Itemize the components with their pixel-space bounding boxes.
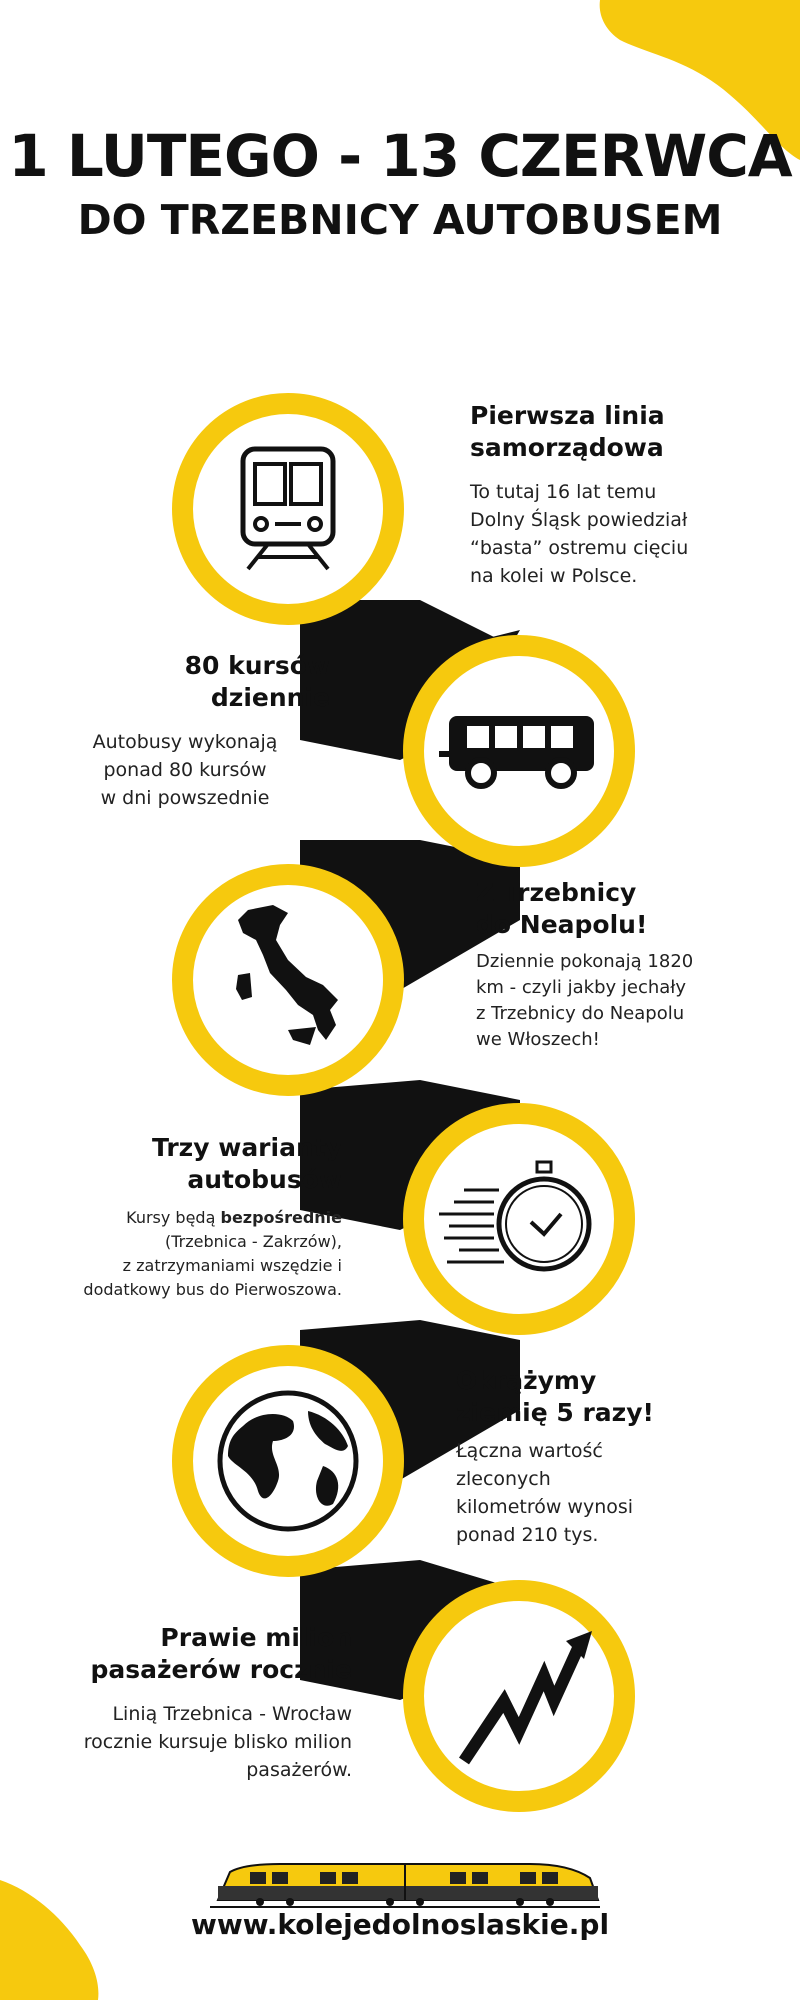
stopwatch-icon-circle [403,1103,635,1335]
info-heading-6a: Prawie milion [160,1623,352,1652]
info-heading-1b: samorządowa [470,433,664,462]
info-text-1-line1: To tutaj 16 lat temu [470,481,657,503]
info-heading-5b: ziemię 5 razy! [456,1398,654,1427]
info-heading-4b: autobusów [187,1165,342,1194]
info-text-5-line4: ponad 210 tys. [456,1524,599,1546]
info-text-6-line1: Linią Trzebnica - Wrocław [112,1703,352,1725]
info-block-1 [470,400,760,590]
globe-icon-circle [172,1345,404,1577]
bus-icon-circle [403,635,635,867]
info-text-2-line3: w dni powszednie [100,787,270,809]
info-text-3-line2: km - czyli jakby jechały [476,977,687,998]
info-text-4-line4: dodatkowy bus do Pierwoszowa. [83,1280,342,1299]
train-icon [233,444,343,574]
info-text-1-line4: na kolei w Polsce. [470,565,638,587]
info-text-3-line4: we Włoszech! [476,1029,600,1050]
info-text-3-line1: Dziennie pokonają 1820 [476,951,694,972]
regional-train-icon [210,1862,600,1908]
info-block-6 [30,1622,352,1784]
page-subtitle: DO TRZEBNICY AUTOBUSEM [77,196,723,244]
page-title: 1 LUTEGO - 13 CZERWCA [8,122,792,190]
italy-map-icon [218,905,358,1055]
info-text-3-line3: z Trzebnicy do Neapolu [476,1003,685,1024]
info-text-5-line2: zleconych [456,1468,551,1490]
info-text-6-line2: rocznie kursuje blisko milion [83,1731,352,1753]
info-text-4-line1a: Kursy będą [126,1208,221,1227]
info-heading-6b: pasażerów rocznie [90,1655,352,1684]
info-text-1-line3: “basta” ostremu cięciu [470,537,689,559]
globe-icon [213,1386,363,1536]
info-heading-1a: Pierwsza linia [470,401,665,430]
website-link[interactable]: www.kolejedolnoslaskie.pl [190,1908,610,1941]
info-text-5-line1: Łączna wartość [456,1440,603,1462]
info-block-3 [476,877,766,1053]
growth-chart-icon-circle [403,1580,635,1812]
italy-map-icon-circle [172,864,404,1096]
info-heading-3a: Z Trzebnicy [476,878,637,907]
info-text-1-line2: Dolny Śląsk powiedział [470,509,688,531]
info-text-4-line3: z zatrzymaniami wszędzie i [122,1256,342,1275]
train-icon-circle [172,393,404,625]
info-block-5 [456,1365,756,1549]
info-text-2-line2: ponad 80 kursów [103,759,267,781]
info-text-6-line3: pasażerów. [246,1759,352,1781]
info-block-2 [40,650,330,812]
info-block-4 [40,1132,342,1302]
info-heading-2a: 80 kursów [184,651,330,680]
info-text-5-line3: kilometrów wynosi [456,1496,634,1518]
info-heading-5a: Okrążymy [456,1366,597,1395]
info-text-2-line1: Autobusy wykonają [92,731,278,753]
stopwatch-icon [439,1154,599,1284]
info-heading-4a: Trzy warianty [152,1133,342,1162]
info-heading-2b: dziennie [210,683,330,712]
info-text-4-line2: (Trzebnica - Zakrzów), [165,1232,342,1251]
growth-chart-icon [444,1621,594,1771]
info-text-4-bold: bezpośrednie [220,1208,342,1227]
info-heading-3b: do Neapolu! [476,910,648,939]
bus-icon [439,711,599,791]
